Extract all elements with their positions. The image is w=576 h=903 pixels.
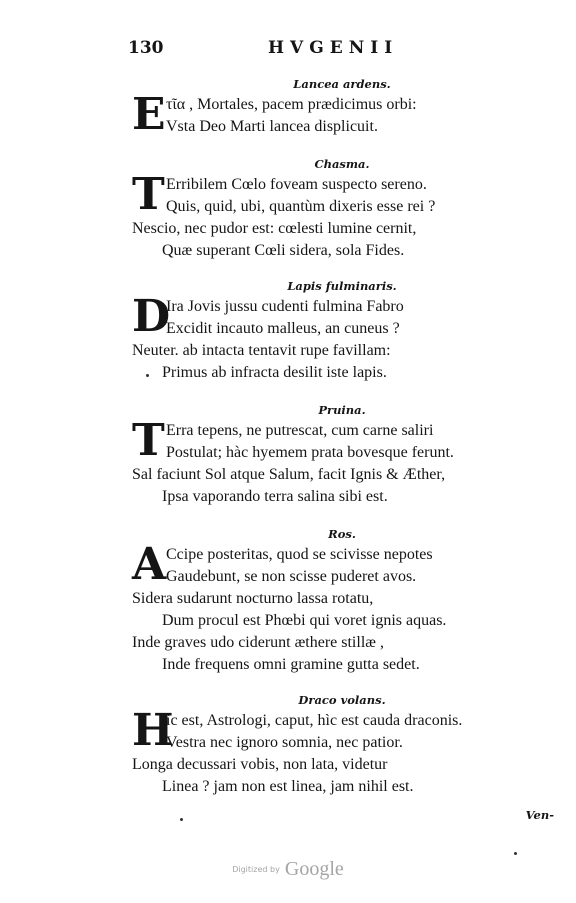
- verse-line: Quæ superant Cœli sidera, sola Fides.: [162, 242, 405, 259]
- verse-line: Longa decussari vobis, non lata, videtur: [132, 756, 388, 773]
- poem-title: Pruina.: [318, 403, 366, 417]
- poem-body: [132, 415, 552, 508]
- verse-line: Vsta Deo Marti lancea displicuit.: [166, 118, 378, 135]
- verse-line: Postulat; hàc hyemem prata bovesque ferunt.: [166, 444, 454, 461]
- page-number: 130: [128, 38, 164, 58]
- verse-line: Quis, quid, ubi, quantùm dixeris esse rei ?: [166, 198, 436, 215]
- verse-line: Nescio, nec pudor est: cœlesti lumine cernit,: [132, 220, 417, 237]
- poem-chasma: [132, 154, 552, 262]
- poem-body: [132, 539, 552, 676]
- verse-line: Vestra nec ignoro somnia, nec patior.: [166, 734, 403, 751]
- poem-ros: [132, 524, 552, 676]
- poem-title: Chasma.: [314, 157, 370, 171]
- poem-title: Lapis fulminaris.: [287, 279, 397, 293]
- poem-body: [132, 705, 552, 798]
- verse-line: Sidera sudarunt nocturno lassa rotatu,: [132, 590, 374, 607]
- poem-title: Lancea ardens.: [293, 77, 391, 91]
- verse-line: Neuter. ab intacta tentavit rupe favillam:: [132, 342, 391, 359]
- verse-line: Ira Jovis jussu cudenti fulmina Fabro: [166, 298, 404, 315]
- verse-line: Gaudebunt, se non scisse puderet avos.: [166, 568, 417, 585]
- verse-line: Dum procul est Phœbi qui voret ignis aquas.: [162, 612, 447, 629]
- digitized-watermark: [0, 858, 576, 881]
- drop-cap: E: [132, 89, 166, 140]
- verse-line: Sal faciunt Sol atque Salum, facit Ignis & Æther,: [132, 466, 446, 483]
- verse-line: Ipsa vaporando terra salina sibi est.: [162, 488, 388, 505]
- verse-line: Ccipe posteritas, quod se scivisse nepotes: [166, 546, 433, 563]
- ink-speck: [514, 852, 517, 855]
- verse-line: Primus ab infracta desilit iste lapis.: [162, 364, 387, 381]
- catchword: Ven-: [525, 808, 554, 822]
- poem-title: Draco volans.: [298, 693, 386, 707]
- verse-line: Linea ? jam non est linea, jam nihil est.: [162, 778, 414, 795]
- drop-cap: H: [132, 705, 174, 756]
- poem-body: [132, 169, 552, 262]
- poem-lapis-fulminaris: [132, 276, 552, 384]
- verse-line: τῖα , Mortales, pacem prædicimus orbi:: [166, 96, 417, 113]
- verse-line: Erra tepens, ne putrescat, cum carne saliri: [166, 422, 434, 439]
- poem-lancea-ardens: [132, 74, 552, 138]
- verse-line: Inde graves udo ciderunt æthere stillæ ,: [132, 634, 384, 651]
- poem-title: Ros.: [328, 527, 356, 541]
- running-head: HVGENII: [268, 38, 399, 58]
- poem-body: [132, 291, 552, 384]
- page-header: [128, 38, 516, 62]
- poem-body: [132, 89, 552, 140]
- watermark-logo-text: Google: [284, 858, 344, 880]
- drop-cap: T: [132, 169, 165, 220]
- drop-cap: D: [132, 291, 171, 342]
- ink-speck: [146, 374, 149, 377]
- verse-line: Excidit incauto malleus, an cuneus ?: [166, 320, 400, 337]
- verse-line: ìc est, Astrologi, caput, hìc est cauda draconis.: [166, 712, 463, 729]
- poem-pruina: [132, 400, 552, 508]
- drop-cap: T: [132, 415, 165, 466]
- watermark-small-text: Digitized by: [232, 865, 280, 874]
- verse-line: Erribilem Cœlo foveam suspecto sereno.: [166, 176, 427, 193]
- verse-line: Inde frequens omni gramine gutta sedet.: [162, 656, 420, 673]
- drop-cap: A: [132, 539, 167, 590]
- ink-speck: [180, 818, 183, 821]
- poem-draco-volans: [132, 690, 552, 798]
